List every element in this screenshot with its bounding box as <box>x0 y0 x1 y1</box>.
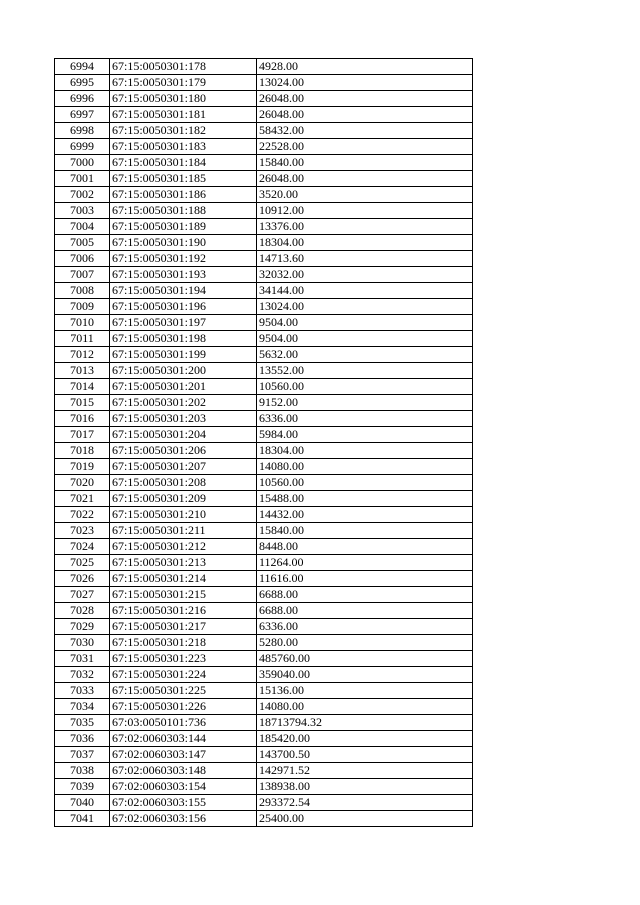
table-row <box>55 59 473 75</box>
row-number-cell: 7002 <box>55 187 110 203</box>
table-row <box>55 283 473 299</box>
row-number-cell: 7022 <box>55 507 110 523</box>
table-row <box>55 651 473 667</box>
value-cell: 18713794.32 <box>257 715 473 731</box>
row-number-cell: 7000 <box>55 155 110 171</box>
table-row <box>55 587 473 603</box>
row-number-cell: 7006 <box>55 251 110 267</box>
table-row <box>55 507 473 523</box>
table-row <box>55 523 473 539</box>
cadastral-number-cell: 67:15:0050301:196 <box>110 299 257 315</box>
table-row <box>55 123 473 139</box>
cadastral-number-cell: 67:15:0050301:202 <box>110 395 257 411</box>
cadastral-number-cell: 67:15:0050301:218 <box>110 635 257 651</box>
value-cell: 26048.00 <box>257 171 473 187</box>
row-number-cell: 7029 <box>55 619 110 635</box>
table-row <box>55 171 473 187</box>
cadastral-number-cell: 67:02:0060303:147 <box>110 747 257 763</box>
table-row <box>55 811 473 827</box>
value-cell: 6336.00 <box>257 619 473 635</box>
value-cell: 32032.00 <box>257 267 473 283</box>
row-number-cell: 7028 <box>55 603 110 619</box>
row-number-cell: 7033 <box>55 683 110 699</box>
value-cell: 185420.00 <box>257 731 473 747</box>
row-number-cell: 7034 <box>55 699 110 715</box>
cadastral-number-cell: 67:15:0050301:207 <box>110 459 257 475</box>
value-cell: 14080.00 <box>257 699 473 715</box>
value-cell: 9504.00 <box>257 331 473 347</box>
cadastral-number-cell: 67:15:0050301:213 <box>110 555 257 571</box>
table-row <box>55 187 473 203</box>
value-cell: 25400.00 <box>257 811 473 827</box>
value-cell: 13552.00 <box>257 363 473 379</box>
cadastral-number-cell: 67:15:0050301:223 <box>110 651 257 667</box>
cadastral-number-cell: 67:15:0050301:201 <box>110 379 257 395</box>
cadastral-number-cell: 67:15:0050301:211 <box>110 523 257 539</box>
table-row <box>55 203 473 219</box>
row-number-cell: 7008 <box>55 283 110 299</box>
value-cell: 10560.00 <box>257 475 473 491</box>
row-number-cell: 6996 <box>55 91 110 107</box>
cadastral-number-cell: 67:15:0050301:186 <box>110 187 257 203</box>
value-cell: 9504.00 <box>257 315 473 331</box>
value-cell: 9152.00 <box>257 395 473 411</box>
row-number-cell: 7021 <box>55 491 110 507</box>
value-cell: 4928.00 <box>257 59 473 75</box>
table-row <box>55 795 473 811</box>
row-number-cell: 6999 <box>55 139 110 155</box>
cadastral-number-cell: 67:15:0050301:199 <box>110 347 257 363</box>
row-number-cell: 7019 <box>55 459 110 475</box>
value-cell: 26048.00 <box>257 91 473 107</box>
value-cell: 359040.00 <box>257 667 473 683</box>
cadastral-number-cell: 67:02:0060303:156 <box>110 811 257 827</box>
table-row <box>55 635 473 651</box>
row-number-cell: 7015 <box>55 395 110 411</box>
cadastral-number-cell: 67:15:0050301:206 <box>110 443 257 459</box>
cadastral-number-cell: 67:15:0050301:217 <box>110 619 257 635</box>
cadastral-number-cell: 67:15:0050301:226 <box>110 699 257 715</box>
value-cell: 6688.00 <box>257 603 473 619</box>
cadastral-number-cell: 67:15:0050301:216 <box>110 603 257 619</box>
table-row <box>55 683 473 699</box>
row-number-cell: 7010 <box>55 315 110 331</box>
cadastral-number-cell: 67:02:0060303:148 <box>110 763 257 779</box>
row-number-cell: 7025 <box>55 555 110 571</box>
row-number-cell: 7001 <box>55 171 110 187</box>
value-cell: 10560.00 <box>257 379 473 395</box>
table-row <box>55 779 473 795</box>
cadastral-number-cell: 67:15:0050301:197 <box>110 315 257 331</box>
table-row <box>55 411 473 427</box>
value-cell: 15488.00 <box>257 491 473 507</box>
row-number-cell: 6998 <box>55 123 110 139</box>
cadastral-number-cell: 67:15:0050301:198 <box>110 331 257 347</box>
row-number-cell: 7023 <box>55 523 110 539</box>
table-row <box>55 715 473 731</box>
table-row <box>55 763 473 779</box>
value-cell: 15840.00 <box>257 523 473 539</box>
row-number-cell: 7018 <box>55 443 110 459</box>
row-number-cell: 7040 <box>55 795 110 811</box>
table-row <box>55 107 473 123</box>
row-number-cell: 7012 <box>55 347 110 363</box>
cadastral-number-cell: 67:15:0050301:188 <box>110 203 257 219</box>
table-row <box>55 459 473 475</box>
table-row <box>55 555 473 571</box>
row-number-cell: 6995 <box>55 75 110 91</box>
table-row <box>55 491 473 507</box>
cadastral-number-cell: 67:15:0050301:225 <box>110 683 257 699</box>
table-row <box>55 475 473 491</box>
cadastral-number-cell: 67:15:0050301:179 <box>110 75 257 91</box>
value-cell: 8448.00 <box>257 539 473 555</box>
row-number-cell: 7016 <box>55 411 110 427</box>
cadastral-number-cell: 67:15:0050301:210 <box>110 507 257 523</box>
value-cell: 14080.00 <box>257 459 473 475</box>
row-number-cell: 7024 <box>55 539 110 555</box>
value-cell: 3520.00 <box>257 187 473 203</box>
table-row <box>55 571 473 587</box>
cadastral-number-cell: 67:15:0050301:185 <box>110 171 257 187</box>
row-number-cell: 7003 <box>55 203 110 219</box>
table-row <box>55 443 473 459</box>
row-number-cell: 7011 <box>55 331 110 347</box>
row-number-cell: 7013 <box>55 363 110 379</box>
table-row <box>55 539 473 555</box>
cadastral-number-cell: 67:15:0050301:183 <box>110 139 257 155</box>
value-cell: 18304.00 <box>257 443 473 459</box>
table-row <box>55 347 473 363</box>
value-cell: 14432.00 <box>257 507 473 523</box>
table-row <box>55 363 473 379</box>
row-number-cell: 7037 <box>55 747 110 763</box>
table-row <box>55 667 473 683</box>
cadastral-number-cell: 67:15:0050301:190 <box>110 235 257 251</box>
cadastral-number-cell: 67:15:0050301:224 <box>110 667 257 683</box>
row-number-cell: 7030 <box>55 635 110 651</box>
value-cell: 58432.00 <box>257 123 473 139</box>
cadastral-number-cell: 67:15:0050301:189 <box>110 219 257 235</box>
value-cell: 15136.00 <box>257 683 473 699</box>
table-row <box>55 427 473 443</box>
row-number-cell: 7032 <box>55 667 110 683</box>
table-row <box>55 235 473 251</box>
row-number-cell: 7014 <box>55 379 110 395</box>
row-number-cell: 7005 <box>55 235 110 251</box>
cadastral-number-cell: 67:02:0060303:155 <box>110 795 257 811</box>
cadastral-number-cell: 67:02:0060303:144 <box>110 731 257 747</box>
table-row <box>55 379 473 395</box>
value-cell: 143700.50 <box>257 747 473 763</box>
table-row <box>55 267 473 283</box>
row-number-cell: 7017 <box>55 427 110 443</box>
value-cell: 142971.52 <box>257 763 473 779</box>
table-row <box>55 619 473 635</box>
row-number-cell: 7007 <box>55 267 110 283</box>
table-row <box>55 75 473 91</box>
cadastral-number-cell: 67:02:0060303:154 <box>110 779 257 795</box>
cadastral-number-cell: 67:15:0050301:182 <box>110 123 257 139</box>
value-cell: 5280.00 <box>257 635 473 651</box>
table-row <box>55 219 473 235</box>
row-number-cell: 7039 <box>55 779 110 795</box>
table-row <box>55 139 473 155</box>
table-row <box>55 699 473 715</box>
row-number-cell: 6994 <box>55 59 110 75</box>
row-number-cell: 7020 <box>55 475 110 491</box>
table-row <box>55 91 473 107</box>
table-row <box>55 315 473 331</box>
row-number-cell: 7004 <box>55 219 110 235</box>
value-cell: 22528.00 <box>257 139 473 155</box>
cadastral-number-cell: 67:15:0050301:192 <box>110 251 257 267</box>
row-number-cell: 7036 <box>55 731 110 747</box>
table-row <box>55 331 473 347</box>
value-cell: 13376.00 <box>257 219 473 235</box>
value-cell: 138938.00 <box>257 779 473 795</box>
row-number-cell: 7027 <box>55 587 110 603</box>
row-number-cell: 7026 <box>55 571 110 587</box>
value-cell: 5632.00 <box>257 347 473 363</box>
table-row <box>55 299 473 315</box>
value-cell: 18304.00 <box>257 235 473 251</box>
table-row <box>55 251 473 267</box>
cadastral-number-cell: 67:15:0050301:203 <box>110 411 257 427</box>
cadastral-number-cell: 67:15:0050301:181 <box>110 107 257 123</box>
cadastral-number-cell: 67:15:0050301:193 <box>110 267 257 283</box>
value-cell: 13024.00 <box>257 299 473 315</box>
value-cell: 5984.00 <box>257 427 473 443</box>
row-number-cell: 7009 <box>55 299 110 315</box>
table-row <box>55 731 473 747</box>
cadastral-number-cell: 67:15:0050301:184 <box>110 155 257 171</box>
value-cell: 11264.00 <box>257 555 473 571</box>
cadastral-number-cell: 67:15:0050301:194 <box>110 283 257 299</box>
registry-table <box>54 58 473 827</box>
value-cell: 6336.00 <box>257 411 473 427</box>
cadastral-number-cell: 67:15:0050301:204 <box>110 427 257 443</box>
value-cell: 6688.00 <box>257 587 473 603</box>
value-cell: 293372.54 <box>257 795 473 811</box>
cadastral-number-cell: 67:15:0050301:200 <box>110 363 257 379</box>
table-row <box>55 603 473 619</box>
value-cell: 14713.60 <box>257 251 473 267</box>
registry-table-body <box>55 59 473 827</box>
table-row <box>55 155 473 171</box>
value-cell: 15840.00 <box>257 155 473 171</box>
value-cell: 34144.00 <box>257 283 473 299</box>
row-number-cell: 7035 <box>55 715 110 731</box>
value-cell: 485760.00 <box>257 651 473 667</box>
cadastral-number-cell: 67:15:0050301:212 <box>110 539 257 555</box>
cadastral-number-cell: 67:03:0050101:736 <box>110 715 257 731</box>
cadastral-number-cell: 67:15:0050301:214 <box>110 571 257 587</box>
value-cell: 26048.00 <box>257 107 473 123</box>
table-row <box>55 747 473 763</box>
table-row <box>55 395 473 411</box>
value-cell: 11616.00 <box>257 571 473 587</box>
row-number-cell: 7031 <box>55 651 110 667</box>
cadastral-number-cell: 67:15:0050301:178 <box>110 59 257 75</box>
row-number-cell: 6997 <box>55 107 110 123</box>
cadastral-number-cell: 67:15:0050301:208 <box>110 475 257 491</box>
row-number-cell: 7038 <box>55 763 110 779</box>
value-cell: 10912.00 <box>257 203 473 219</box>
row-number-cell: 7041 <box>55 811 110 827</box>
cadastral-number-cell: 67:15:0050301:209 <box>110 491 257 507</box>
cadastral-number-cell: 67:15:0050301:215 <box>110 587 257 603</box>
value-cell: 13024.00 <box>257 75 473 91</box>
cadastral-number-cell: 67:15:0050301:180 <box>110 91 257 107</box>
